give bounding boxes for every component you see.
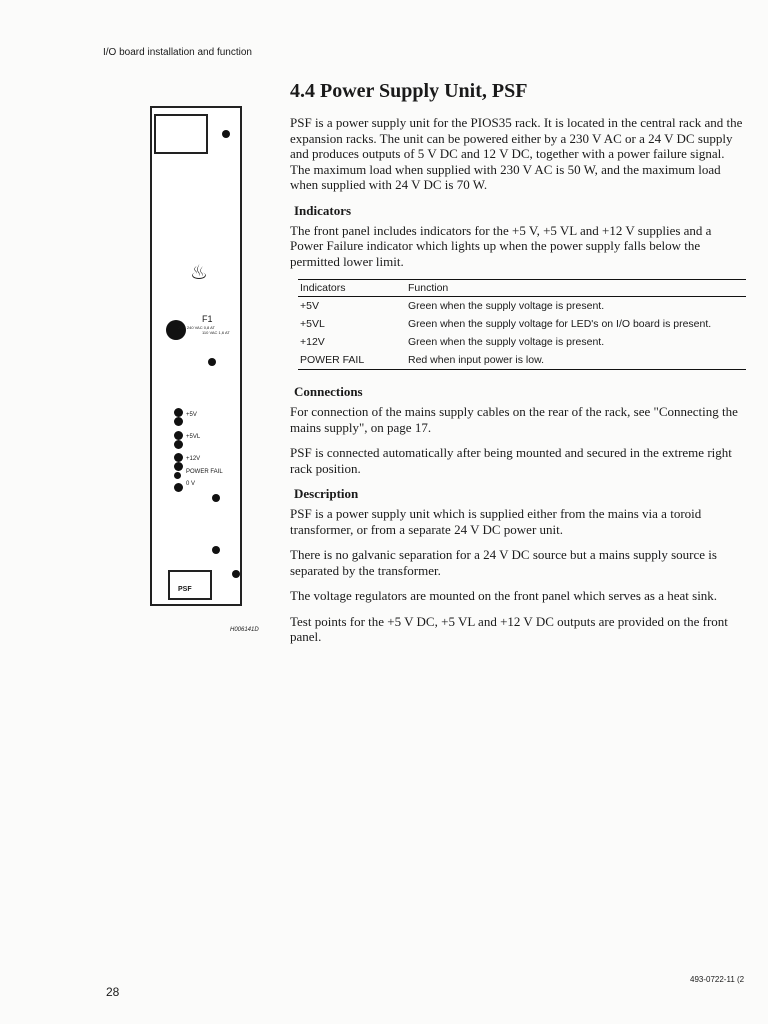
description-paragraph-4: Test points for the +5 V DC, +5 VL and +12 V DC outputs are provided on the front panel. [290, 613, 728, 644]
led-label-0v: 0 V [186, 481, 196, 487]
intro-paragraph: PSF is a power supply unit for the PIOS35 rack. It is located in the central rack and the expansion racks. The unit can be powered either by a 230 V AC or a 24 V DC supply and produces outputs of 5 V DC and 12 V DC, together with a power failure signal. The maximum load when supplied with 230 V AC is 50 W, and the maximum load when supplied with 24 V DC is 70 W. [290, 115, 743, 192]
fuse-rating-230: 220, 240 VAC 0,8 AT [178, 325, 215, 330]
connections-paragraph-1: For connection of the mains supply cables on the rear of the rack, see "Connecting the mains supply", on page 17. [290, 404, 738, 435]
panel-top-handle [154, 114, 208, 154]
table-header-row [298, 280, 746, 297]
table-cell: +5VL [300, 318, 325, 330]
connections-heading: Connections [294, 384, 363, 399]
led-12v [174, 453, 183, 462]
led-5vl-test [174, 440, 183, 449]
figure-id: H006141D [230, 627, 259, 633]
table-row [298, 315, 746, 333]
panel-screw [212, 494, 220, 502]
psf-front-panel-figure [150, 106, 242, 606]
panel-screw [222, 130, 230, 138]
indicators-heading: Indicators [294, 202, 352, 218]
description-heading: Description [294, 486, 359, 501]
led-5vl [174, 431, 183, 440]
led-5v-test [174, 417, 183, 426]
table-cell: Green when the supply voltage is present. [408, 300, 605, 312]
table-header-function: Function [406, 280, 746, 297]
led-label-12v: +12V [186, 456, 201, 462]
test-point-0v [174, 483, 183, 492]
document-number: 493-0722-11 (2 [690, 975, 745, 984]
led-5v [174, 408, 183, 417]
panel-screw [212, 546, 220, 554]
fuse-label: F1 [202, 314, 213, 324]
heat-warning-icon: ♨ [190, 262, 208, 284]
led-label-5vl: +5VL [186, 434, 201, 440]
led-power-fail [174, 472, 181, 479]
fuse-rating-110: 110 VAC 1,6 AT [202, 330, 230, 335]
unit-label: PSF [178, 586, 192, 593]
table-cell: POWER FAIL [298, 351, 406, 370]
fuse-holder-f1 [166, 320, 186, 340]
led-label-5v: +5V [186, 412, 197, 418]
panel-bottom-handle [168, 570, 212, 600]
description-paragraph-1: PSF is a power supply unit which is supplied either from the mains via a toroid transformer, or from a separate 24 V DC power unit. [290, 506, 702, 537]
table-cell: Red when input power is low. [406, 351, 746, 370]
table-header-indicators: Indicators [298, 280, 406, 297]
main-text [290, 80, 745, 655]
table-row [298, 351, 746, 370]
page-number: 28 [106, 985, 120, 999]
table-row [298, 333, 746, 351]
description-paragraph-3: The voltage regulators are mounted on the front panel which serves as a heat sink. [290, 588, 718, 603]
table-row [298, 297, 746, 316]
indicators-paragraph: The front panel includes indicators for the +5 V, +5 VL and +12 V supplies and a Power Failure indicator which lights up when the power supply falls below the permitted lower limit. [290, 222, 712, 269]
description-paragraph-2: There is no galvanic separation for a 24 V DC source but a mains supply source is separated by the transformer. [290, 547, 717, 578]
table-cell: +5V [300, 300, 319, 312]
table-cell: Green when the supply voltage is present. [408, 336, 605, 348]
connections-paragraph-2: PSF is connected automatically after being mounted and secured in the extreme right rack position. [290, 445, 732, 476]
table-cell: Green when the supply voltage for LED's on I/O board is present. [408, 318, 712, 330]
table-cell: +12V [300, 336, 325, 348]
test-point [208, 358, 216, 366]
panel-screw [232, 570, 240, 578]
running-header: I/O board installation and function [103, 47, 252, 58]
led-12v-test [174, 462, 183, 471]
section-title: 4.4 Power Supply Unit, PSF [290, 80, 528, 102]
indicator-table [298, 279, 746, 370]
led-label-power-fail: POWER FAIL [186, 469, 223, 475]
